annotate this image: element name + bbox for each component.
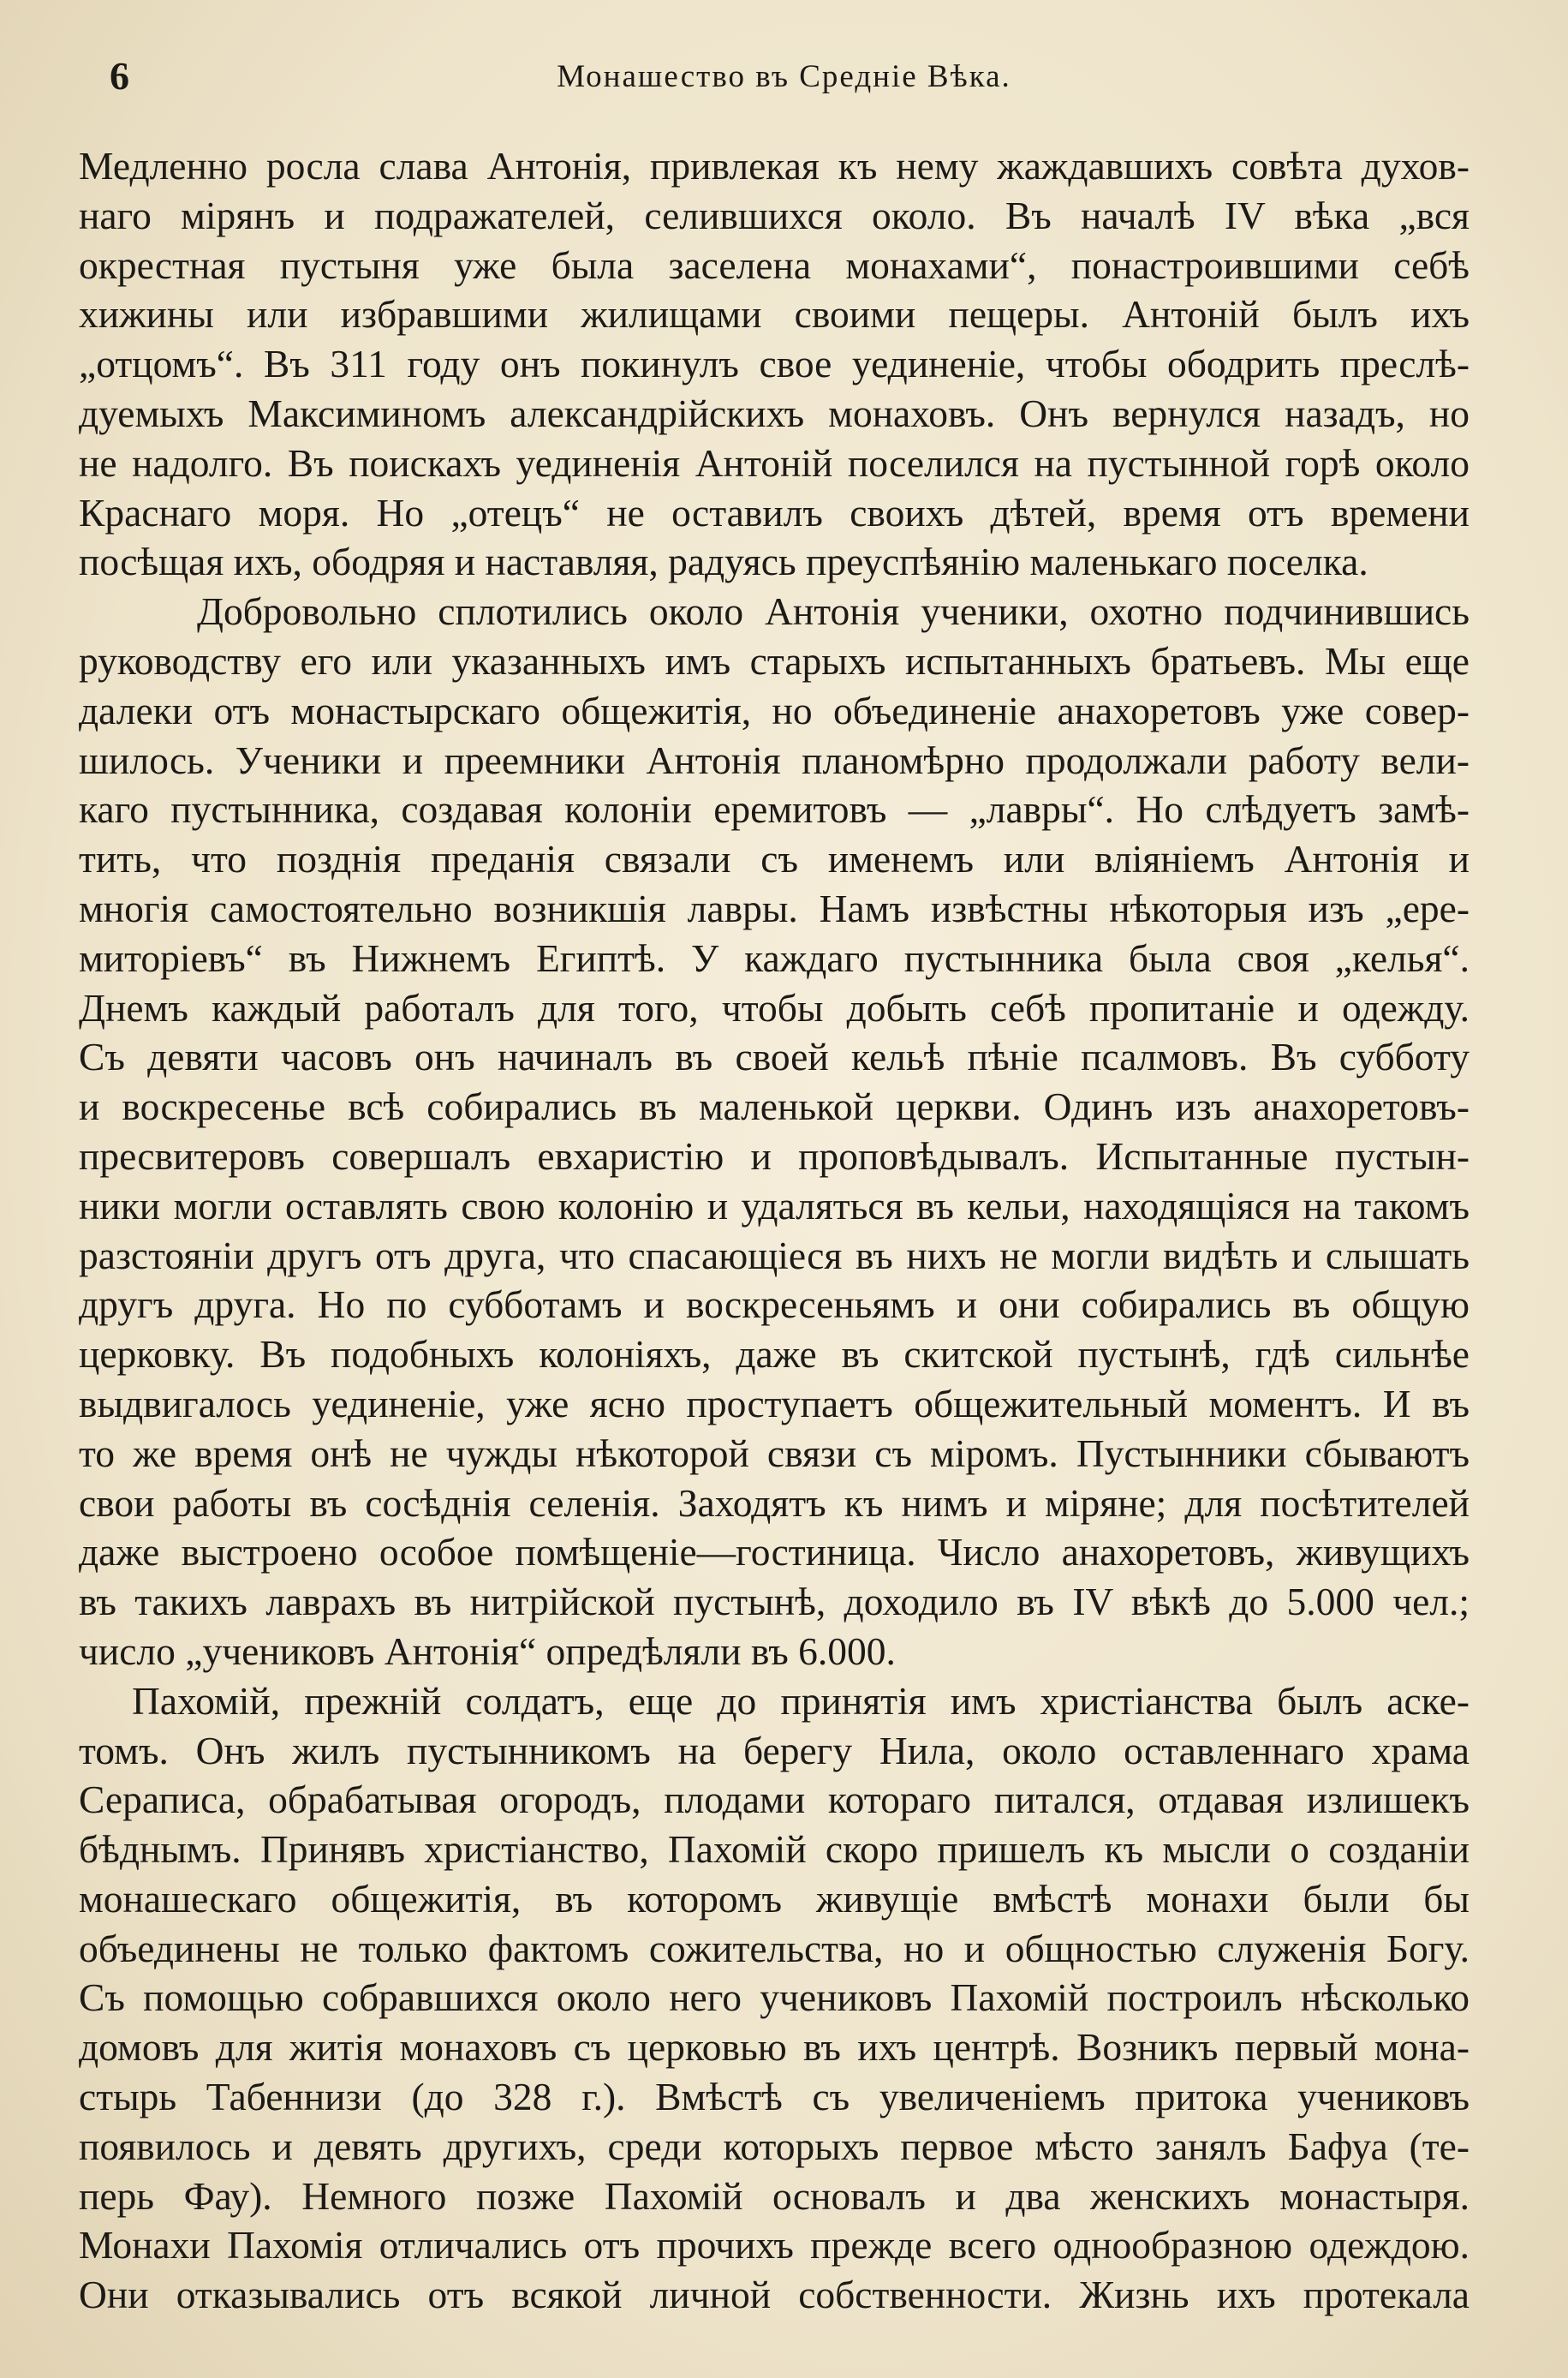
text-line: появилось и девять другихъ, среди которыхъ первое мѣсто занялъ Бафуа (те- — [79, 2124, 1470, 2168]
text-line: и воскресенье всѣ собирались въ маленькой церкви. Одинъ изъ анахоретовъ- — [79, 1084, 1470, 1129]
text-line: другъ друга. Но по субботамъ и воскресеньямъ и они собирались въ общую — [79, 1282, 1470, 1327]
text-line: Медленно росла слава Антонія, привлекая къ нему жаждавшихъ совѣта духов- — [79, 144, 1470, 188]
page-number: 6 — [110, 54, 129, 98]
text-line: объединены не только фактомъ сожительства, но и общностью служенія Богу. — [79, 1926, 1470, 1970]
text-line: Днемъ каждый работалъ для того, чтобы добыть себѣ пропитаніе и одежду. — [79, 985, 1470, 1030]
text-line: тить, что позднія преданія связали съ именемъ или вліяніемъ Антонія и — [79, 837, 1470, 881]
text-line: стырь Табеннизи (до 328 г.). Вмѣстѣ съ увеличеніемъ притока учениковъ — [79, 2075, 1470, 2119]
text-line: число „учениковъ Антонія“ опредѣляли въ 6.000. — [79, 1628, 896, 1673]
text-line: многія самостоятельно возникшія лавры. Намъ извѣстны нѣкоторыя изъ „ере- — [79, 886, 1470, 930]
text-line: посѣщая ихъ, ободряя и наставляя, радуясь преуспѣянію маленькаго поселка. — [79, 540, 1368, 584]
text-line: миторіевъ“ въ Нижнемъ Египтѣ. У каждаго пустынника была своя „келья“. — [79, 935, 1470, 980]
text-line: Пахомій, прежній солдатъ, еще до принятія имъ христіанства былъ аске- — [132, 1678, 1470, 1723]
text-line: разстояніи другъ отъ друга, что спасающіеся въ нихъ не могли видѣть и слышать — [79, 1233, 1470, 1277]
text-line: свои работы въ сосѣднія селенія. Заходятъ къ нимъ и міряне; для посѣтителей — [79, 1480, 1470, 1525]
text-line: дуемыхъ Максиминомъ александрійскихъ монаховъ. Онъ вернулся назадъ, но — [79, 391, 1470, 435]
text-line: Съ помощью собравшихся около него учениковъ Пахомій построилъ нѣсколько — [79, 1975, 1470, 2020]
text-line: руководству его или указанныхъ имъ старыхъ испытанныхъ братьевъ. Мы еще — [79, 638, 1470, 683]
text-line: шилось. Ученики и преемники Антонія планомѣрно продолжали работу вели- — [79, 738, 1470, 782]
text-line: бѣднымъ. Принявъ христіанство, Пахомій скоро пришелъ къ мысли о созданіи — [79, 1827, 1470, 1872]
text-line: церковку. Въ подобныхъ колоніяхъ, даже въ скитской пустынѣ, гдѣ сильнѣе — [79, 1332, 1470, 1377]
text-line: томъ. Онъ жилъ пустынникомъ на берегу Нила, около оставленнаго храма — [79, 1728, 1470, 1772]
text-line: Сераписа, обрабатывая огородъ, плодами котораго питался, отдавая излишекъ — [79, 1778, 1470, 1822]
text-line: наго мірянъ и подражателей, селившихся около. Въ началѣ IV вѣка „вся — [79, 193, 1470, 237]
text-line: „отцомъ“. Въ 311 году онъ покинулъ свое уединеніе, чтобы ободрить преслѣ- — [79, 342, 1470, 386]
text-line: Они отказывались отъ всякой личной собственности. Жизнь ихъ протекала — [79, 2273, 1470, 2317]
page-header — [79, 53, 1489, 105]
text-line: Монахи Пахомія отличались отъ прочихъ прежде всего однообразною одеждою. — [79, 2223, 1470, 2267]
text-line: окрестная пустыня уже была заселена монахами“, понастроившими себѣ — [79, 242, 1470, 287]
text-line: даже выстроено особое помѣщеніе—гостиница. Число анахоретовъ, живущихъ — [79, 1530, 1470, 1574]
text-line: не надолго. Въ поискахъ уединенія Антоній поселился на пустынной горѣ около — [79, 440, 1470, 485]
text-line: далеки отъ монастырскаго общежитія, но объединеніе анахоретовъ уже совер- — [79, 688, 1470, 732]
text-line: выдвигалось уединеніе, уже ясно проступаетъ общежительный моментъ. И въ — [79, 1381, 1470, 1425]
text-line: въ такихъ лаврахъ въ нитрійской пустынѣ, доходило въ IV вѣкѣ до 5.000 чел.; — [79, 1580, 1470, 1624]
body-text — [79, 141, 1470, 2320]
text-line: Краснаго моря. Но „отецъ“ не оставилъ своихъ дѣтей, время отъ времени — [79, 490, 1470, 535]
text-line: перь Фау). Немного позже Пахомій основалъ и два женскихъ монастыря. — [79, 2173, 1470, 2218]
text-line: Съ девяти часовъ онъ начиналъ въ своей кельѣ пѣніе псалмовъ. Въ субботу — [79, 1035, 1470, 1079]
text-line: пресвитеровъ совершалъ евхаристію и проповѣдывалъ. Испытанные пустын- — [79, 1133, 1470, 1178]
text-line: монашескаго общежитія, въ которомъ живущіе вмѣстѣ монахи были бы — [79, 1876, 1470, 1921]
text-line: домовъ для житія монаховъ съ церковью въ ихъ центрѣ. Возникъ первый мона- — [79, 2025, 1470, 2070]
text-line: Добровольно сплотились около Антонія ученики, охотно подчинившись — [197, 589, 1470, 634]
text-line: то же время онѣ не чужды нѣкоторой связи съ міромъ. Пустынники сбываютъ — [79, 1431, 1470, 1475]
text-line: каго пустынника, создавая колоніи еремитовъ — „лавры“. Но слѣдуетъ замѣ- — [79, 787, 1470, 832]
text-line: хижины или избравшими жилищами своими пещеры. Антоній былъ ихъ — [79, 292, 1470, 337]
running-title: Монашество въ Средніе Вѣка. — [557, 59, 1011, 94]
text-line: ники могли оставлять свою колонію и удаляться въ кельи, находящіяся на такомъ — [79, 1183, 1470, 1228]
